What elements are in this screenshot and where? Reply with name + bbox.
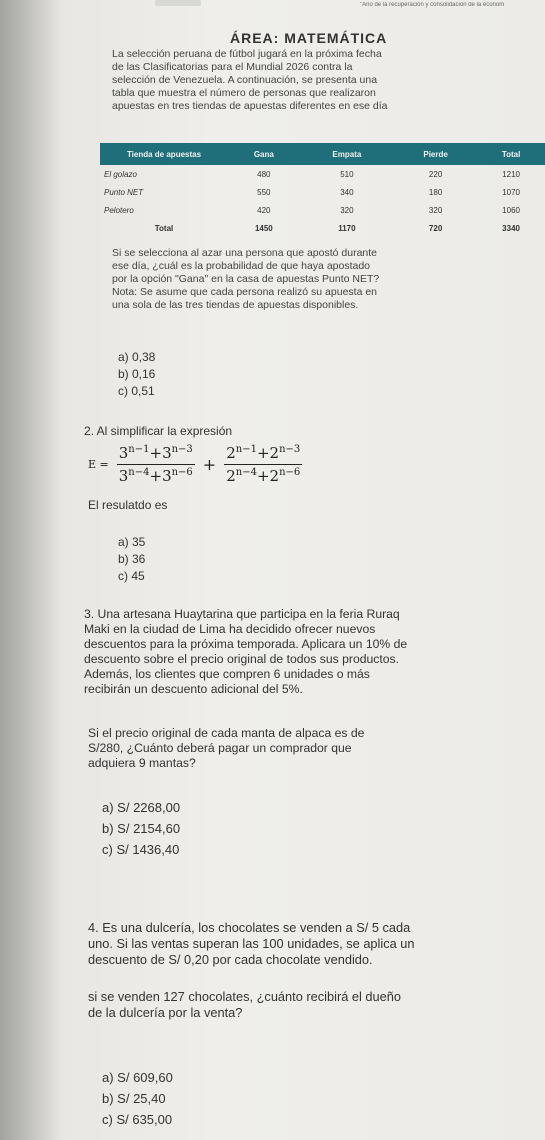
fraction-2-numerator: $2^{n-1}+2^{n-3}$ xyxy=(226,444,301,462)
intro-line: tabla que muestra el número de personas que realizaron xyxy=(112,87,376,99)
table-header: Gana xyxy=(228,143,300,165)
question-3-options xyxy=(102,797,180,860)
question-4-text xyxy=(88,920,540,968)
question-2-prompt: 2. Al simplificar la expresión xyxy=(84,424,233,438)
option-a[interactable]: a) 35 xyxy=(118,535,146,549)
question-4-options xyxy=(102,1067,173,1130)
table-cell: 320 xyxy=(340,205,354,215)
intro-line: de las Clasificatorias para el Mundial 2026 contra la xyxy=(112,61,353,73)
table-cell: Pelotero xyxy=(104,205,134,215)
question-line: Si el precio original de cada manta de alpaca es de xyxy=(88,726,365,740)
question-line: descuento de S/ 0,20 por cada chocolate vendido. xyxy=(88,952,373,967)
option-b[interactable]: b) 36 xyxy=(118,552,146,566)
question-line: uno. Si las ventas superan las 100 unidades, se aplica un xyxy=(88,936,415,951)
page-edge-shadow xyxy=(0,0,60,1140)
option-c[interactable]: c) 0,51 xyxy=(118,384,155,398)
option-b[interactable]: b) S/ 25,40 xyxy=(102,1091,166,1106)
option-a[interactable]: a) S/ 2268,00 xyxy=(102,800,181,815)
option-a[interactable]: a) 0,38 xyxy=(118,350,156,364)
fraction-2 xyxy=(224,444,302,485)
fraction-2-denominator: $2^{n-4}+2^{n-6}$ xyxy=(226,467,301,485)
school-logo xyxy=(155,0,201,6)
expression-lhs: E = xyxy=(88,458,109,471)
question-3-ask xyxy=(88,726,538,771)
fraction-bar xyxy=(117,464,195,465)
table-cell: 420 xyxy=(257,205,271,215)
question-line: de la dulcería por la venta? xyxy=(88,1005,243,1020)
table-cell: 550 xyxy=(257,187,271,197)
area-title: ÁREA: MATEMÁTICA xyxy=(230,30,388,46)
result-label: El resulatdo es xyxy=(88,498,168,512)
option-b[interactable]: b) 0,16 xyxy=(118,367,156,381)
header-note: "Año de la recuperación y consolidación de la econom xyxy=(360,2,505,8)
option-b[interactable]: b) S/ 2154,60 xyxy=(102,821,181,836)
table-cell: 3340 xyxy=(502,223,520,233)
table-cell: 1060 xyxy=(502,205,520,215)
option-c[interactable]: c) S/ 635,00 xyxy=(102,1112,173,1127)
question-line: descuento sobre el precio original de todos sus productos. xyxy=(84,652,400,666)
question-line: una sola de las tres tiendas de apuestas disponibles. xyxy=(112,299,359,311)
table-header: Pierde xyxy=(394,143,477,165)
table-cell: 1210 xyxy=(502,169,520,179)
question-line: descuentos para la próxima temporada. Aplicara un 10% de xyxy=(84,637,408,651)
table-header: Total xyxy=(477,143,545,165)
table-cell: 720 xyxy=(428,223,443,233)
table-cell: 1170 xyxy=(338,223,356,233)
table-cell: 220 xyxy=(428,169,443,179)
table-row xyxy=(100,165,545,183)
fraction-1-denominator: $3^{n-4}+3^{n-6}$ xyxy=(118,467,193,485)
question-line: Si se selecciona al azar una persona que apostó durante xyxy=(112,247,378,259)
question-line: 3. Una artesana Huaytarina que participa en la feria Ruraq xyxy=(84,607,400,621)
intro-line: La selección peruana de fútbol jugará en la próxima fecha xyxy=(112,48,382,60)
table-cell: 340 xyxy=(340,187,354,197)
table-row xyxy=(100,201,545,219)
table-cell: 1070 xyxy=(502,187,520,197)
question-line: 4. Es una dulcería, los chocolates se venden a S/ 5 cada xyxy=(88,920,411,935)
question-line: adquiera 9 mantas? xyxy=(88,756,196,770)
question-line: ese día, ¿cuál es la probabilidad de que haya apostado xyxy=(112,260,371,272)
intro-line: apuestas en tres tiendas de apuestas diferentes en ese día xyxy=(112,100,388,112)
question-1-text xyxy=(112,247,542,312)
question-3-text xyxy=(84,607,539,697)
fraction-1 xyxy=(117,444,195,485)
table-total-row xyxy=(100,219,545,237)
plus-sign: + xyxy=(202,455,217,474)
table-header-row xyxy=(100,143,545,165)
fraction-1-numerator: $3^{n-1}+3^{n-3}$ xyxy=(118,444,193,462)
question-line: por la opción "Gana" en la casa de apuestas Punto NET? xyxy=(112,273,380,285)
question-line: S/280, ¿Cuánto deberá pagar un comprador que xyxy=(88,741,352,755)
table-cell: Total xyxy=(154,223,174,233)
expression xyxy=(88,444,306,485)
betting-table xyxy=(100,143,545,237)
table-cell: 510 xyxy=(340,169,354,179)
table-cell: El golazo xyxy=(104,169,137,179)
option-a[interactable]: a) S/ 609,60 xyxy=(102,1070,173,1085)
question-line: Además, los clientes que compren 6 unidades o más xyxy=(84,667,370,681)
question-4-ask xyxy=(88,989,540,1021)
question-2-options xyxy=(118,534,145,585)
table-header: Empata xyxy=(300,143,394,165)
intro-paragraph xyxy=(112,48,542,113)
option-c[interactable]: c) S/ 1436,40 xyxy=(102,842,180,857)
question-line: Maki en la ciudad de Lima ha decidido ofrecer nuevos xyxy=(84,622,376,636)
table-row xyxy=(100,183,545,201)
table-cell: 180 xyxy=(428,187,443,197)
question-line: Nota: Se asume que cada persona realizó su apuesta en xyxy=(112,286,378,298)
question-line: si se venden 127 chocolates, ¿cuánto recibirá el dueño xyxy=(88,989,402,1004)
table-cell: 1450 xyxy=(254,223,273,233)
fraction-bar xyxy=(224,464,302,465)
intro-line: selección de Venezuela. A continuación, se presenta una xyxy=(112,74,378,86)
table-header: Tienda de apuestas xyxy=(100,143,228,165)
table-cell: 320 xyxy=(428,205,443,215)
table-cell: 480 xyxy=(257,169,271,179)
table-cell: Punto NET xyxy=(104,187,144,197)
question-line: recibirán un descuento adicional del 5%. xyxy=(84,682,303,696)
option-c[interactable]: c) 45 xyxy=(118,569,145,583)
question-1-options xyxy=(118,349,155,400)
